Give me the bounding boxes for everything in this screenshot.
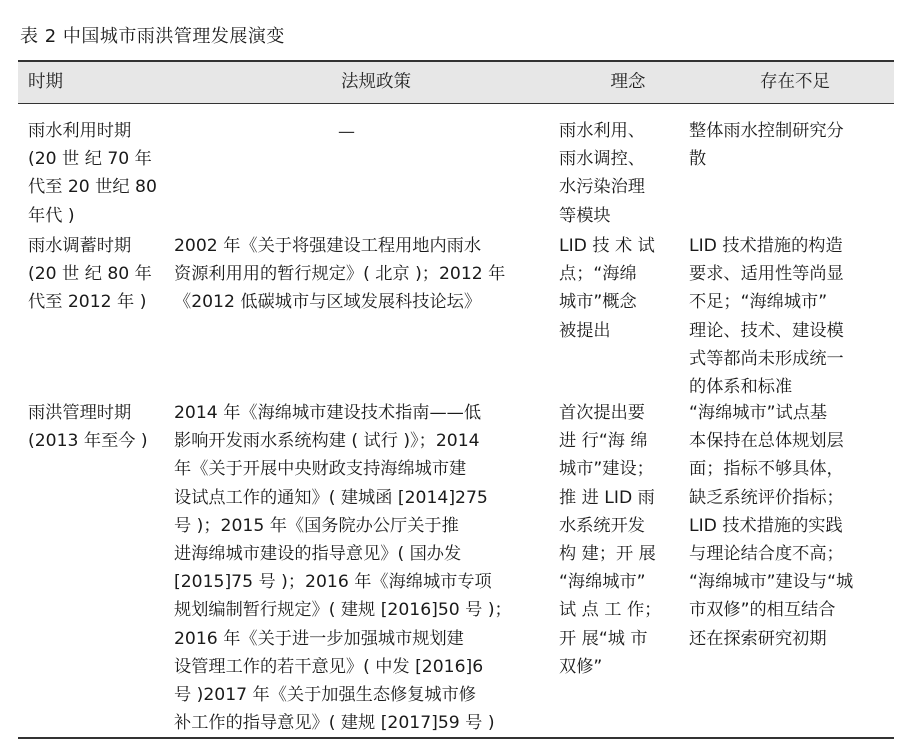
row1-policy: — (338, 122, 355, 142)
row3-concept: 首次提出要 进 行“海 绵 城市”建设； 推 进 LID 雨 水系统开发 构 建；开 展 “海绵城市” 试 点 工 作； 开 展“城 市 双修” (559, 403, 662, 677)
header-deficiency: 存在不足 (760, 72, 830, 92)
header-concept: 理念 (610, 72, 646, 92)
row3-policy: 2014 年《海绵城市建设技术指南——低 影响开发雨水系统构建 ( 试行 )》；2014 年《关于开展中央财政支持海绵城市建 设试点工作的通知》( 建城函 [2014]275 号 )；2015 年《国务院办公厅关于推 进海绵城市建设的指导意见》( 国办发 [2015]75 号 )；2016 年《海绵城市专项 规划编制暂行规定》( 建规 [2016]50 号 )； 2016 年《关于进一步加强城市规划建 设管理工作的若干意见》( 中发 [2016]6 号 )2017 年《关于加强生态修复城市修 补工作的指导意见》( 建规 [2017]59 号 ) (174, 403, 512, 734)
row1-concept: 雨水利用、 雨水调控、 水污染治理 等模块 (559, 121, 645, 226)
row2-period: 雨水调蓄时期 (20 世 纪 80 年 代至 2012 年 ) (28, 236, 152, 313)
row2-policy: 2002 年《关于将强建设工程用地内雨水 资源利用用的暂行规定》( 北京 )；2012 年 《2012 低碳城市与区域发展科技论坛》 (174, 236, 506, 313)
row3-deficiency: “海绵城市”试点基 本保持在总体规划层 面；指标不够具体， 缺乏系统评价指标； LID 技术措施的实践 与理论结合度不高； “海绵城市”建设与“城 市双修”的相互结合 还在探索研究初期 (689, 403, 854, 649)
row1-period: 雨水利用时期 (20 世 纪 70 年 代至 20 世纪 80 年代 ) (28, 121, 157, 226)
header-policy: 法规政策 (341, 72, 411, 92)
table-bottom-rule (18, 737, 894, 739)
header-bottom-rule (18, 103, 894, 105)
table-header (18, 60, 894, 104)
row1-deficiency: 整体雨水控制研究分 散 (689, 121, 844, 170)
row2-deficiency: LID 技术措施的构造 要求、适用性等尚显 不足；“海绵城市” 理论、技术、建设模 式等都尚未形成统一 的体系和标准 (689, 236, 844, 398)
row3-period: 雨洪管理时期 (2013 年至今 ) (28, 403, 148, 452)
row2-concept: LID 技 术 试 点；“海绵 城市”概念 被提出 (559, 236, 655, 341)
table-caption: 表 2 中国城市雨洪管理发展演变 (20, 26, 285, 47)
header-period: 时期 (28, 72, 63, 92)
